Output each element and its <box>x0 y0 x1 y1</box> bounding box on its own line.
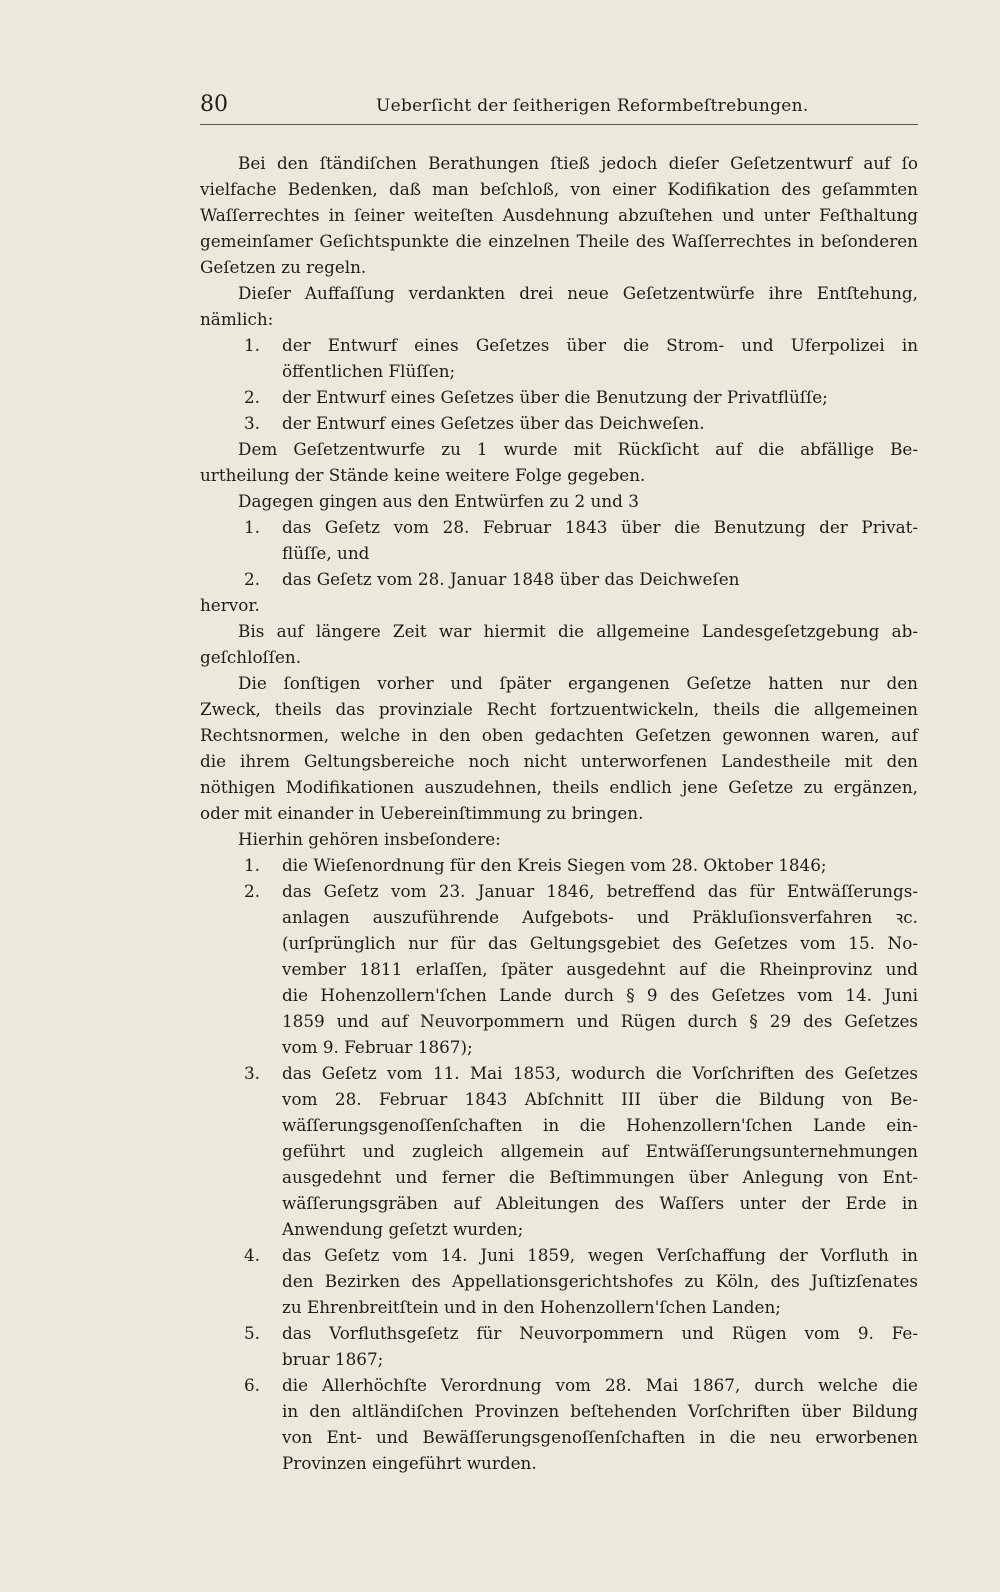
list-item-text: die Hohenzollern'ſchen Lande durch § 9 des Geſetzes vom 14. Juni <box>282 985 918 1005</box>
paragraph-line: oder mit einander in Uebereinſtimmung zu bringen. <box>200 803 644 823</box>
list-item-text: das Geſetz vom 28. Januar 1848 über das Deichweſen <box>282 569 740 589</box>
list-item-text: vember 1811 erlaſſen, ſpäter ausgedehnt auf die Rheinprovinz und <box>282 959 918 979</box>
list-item-text: das Geſetz vom 14. Juni 1859, wegen Verſchaffung der Vorfluth in <box>282 1245 918 1265</box>
list-item-number: 2. <box>244 881 261 901</box>
list-item-line <box>200 956 918 982</box>
paragraph-line: Dem Geſetzentwurfe zu 1 wurde mit Rückſicht auf die abfällige Be- <box>238 439 918 459</box>
list-item-line <box>200 1138 918 1164</box>
list-item-number: 2. <box>244 569 261 589</box>
list-item-line <box>200 332 918 358</box>
list-item-line <box>200 384 918 410</box>
list-item-text: anlagen auszuführende Aufgebots- und Präkluſionsverfahren ꝛc. <box>282 907 918 927</box>
list-item-text: in den altländiſchen Provinzen beſtehenden Vorſchriften über Bildung <box>282 1401 918 1421</box>
paragraph-line: nämlich: <box>200 309 274 329</box>
list-item-text: Provinzen eingeführt wurden. <box>282 1453 537 1473</box>
paragraph-line: Waſſerrechtes in ſeiner weiteſten Ausdehnung abzuſtehen und unter Feſthaltung <box>200 205 918 225</box>
list-item-text: Anwendung geſetzt wurden; <box>282 1219 524 1239</box>
header-rule <box>200 124 918 125</box>
paragraph-line: Bis auf längere Zeit war hiermit die allgemeine Landesgeſetzgebung ab- <box>238 621 918 641</box>
list-item-line <box>200 1216 918 1242</box>
list-item-text: geführt und zugleich allgemein auf Entwäſſerungsunternehmungen <box>282 1141 918 1161</box>
list-item-text: die Allerhöchſte Verordnung vom 28. Mai 1867, durch welche die <box>282 1375 918 1395</box>
list-item-number: 1. <box>244 335 261 355</box>
paragraph-line: Geſetzen zu regeln. <box>200 257 367 277</box>
running-head: Ueberſicht der ſeitherigen Reformbeſtrebungen. <box>376 96 809 116</box>
list-item-line <box>200 1086 918 1112</box>
list-item-number: 1. <box>244 855 261 875</box>
list-item-text: die Wieſenordnung für den Kreis Siegen vom 28. Oktober 1846; <box>282 855 827 875</box>
list-item-line <box>200 1268 918 1294</box>
list-item-line <box>200 852 918 878</box>
list-item-text: bruar 1867; <box>282 1349 384 1369</box>
list-item-line <box>200 878 918 904</box>
paragraph-line: Rechtsnormen, welche in den oben gedachten Geſetzen gewonnen waren, auf <box>200 725 918 745</box>
paragraph-line: Die ſonſtigen vorher und ſpäter ergangenen Geſetze hatten nur den <box>238 673 918 693</box>
paragraph-line: vielfache Bedenken, daß man beſchloß, von einer Kodifikation des geſammten <box>200 179 918 199</box>
list-item-number: 4. <box>244 1245 261 1265</box>
list-item-text: der Entwurf eines Geſetzes über die Benutzung der Privatflüſſe; <box>282 387 828 407</box>
list-item-line <box>200 358 918 384</box>
paragraph-line: Zweck, theils das provinziale Recht fortzuentwickeln, theils die allgemeinen <box>200 699 918 719</box>
list-item-number: 1. <box>244 517 261 537</box>
paragraph-line: nöthigen Modifikationen auszudehnen, theils endlich jene Geſetze zu ergänzen, <box>200 777 918 797</box>
list-item-text: das Geſetz vom 28. Februar 1843 über die Benutzung der Privat- <box>282 517 918 537</box>
list-item-line <box>200 410 918 436</box>
list-item-text: flüſſe, und <box>282 543 370 563</box>
paragraph-line: Dieſer Auffaſſung verdankten drei neue Geſetzentwürfe ihre Entſtehung, <box>238 283 918 303</box>
list-item-text: das Geſetz vom 23. Januar 1846, betreffend das für Entwäſſerungs- <box>282 881 918 901</box>
list-item-number: 3. <box>244 413 261 433</box>
list-item-line <box>200 1398 918 1424</box>
page-header <box>200 92 918 124</box>
list-item-number: 2. <box>244 387 261 407</box>
list-item-text: vom 9. Februar 1867); <box>282 1037 473 1057</box>
list-item-line <box>200 514 918 540</box>
list-item-line <box>200 1060 918 1086</box>
body-text <box>200 150 918 1476</box>
list-item-line <box>200 1294 918 1320</box>
list-item-text: von Ent- und Bewäſſerungsgenoſſenſchaften in die neu erworbenen <box>282 1427 918 1447</box>
list-item-text: das Vorfluthsgeſetz für Neuvorpommern und Rügen vom 9. Fe- <box>282 1323 918 1343</box>
list-item-line <box>200 1034 918 1060</box>
paragraph-line: die ihrem Geltungsbereiche noch nicht unterworfenen Landestheile mit den <box>200 751 918 771</box>
list-item-line <box>200 982 918 1008</box>
list-item-text: 1859 und auf Neuvorpommern und Rügen durch § 29 des Geſetzes <box>282 1011 918 1031</box>
paragraph-line: Bei den ſtändiſchen Berathungen ſtieß jedoch dieſer Geſetzentwurf auf ſo <box>238 153 918 173</box>
list-item-number: 3. <box>244 1063 261 1083</box>
list-item-line <box>200 566 918 592</box>
list-item-text: (urſprünglich nur für das Geltungsgebiet des Geſetzes vom 15. No- <box>282 933 918 953</box>
list-item-line <box>200 1424 918 1450</box>
list-item-text: wäſſerungsgräben auf Ableitungen des Waſſers unter der Erde in <box>282 1193 918 1213</box>
list-item-line <box>200 1320 918 1346</box>
list-item-text: der Entwurf eines Geſetzes über die Strom- und Uferpolizei in <box>282 335 918 355</box>
paragraph-line: Hierhin gehören insbeſondere: <box>238 829 501 849</box>
paragraph-line: geſchloſſen. <box>200 647 302 667</box>
list-item-line <box>200 1372 918 1398</box>
list-item-line <box>200 1242 918 1268</box>
list-item-text: öffentlichen Flüſſen; <box>282 361 456 381</box>
paragraph-line: urtheilung der Stände keine weitere Folge gegeben. <box>200 465 646 485</box>
paragraph-line: Dagegen gingen aus den Entwürfen zu 2 und 3 <box>238 491 639 511</box>
list-item-number: 6. <box>244 1375 261 1395</box>
page-number: 80 <box>200 92 228 117</box>
list-item-text: ausgedehnt und ferner die Beſtimmungen über Anlegung von Ent- <box>282 1167 918 1187</box>
list-item-line <box>200 1008 918 1034</box>
list-item-text: der Entwurf eines Geſetzes über das Deichweſen. <box>282 413 705 433</box>
list-item-line <box>200 930 918 956</box>
list-item-text: vom 28. Februar 1843 Abſchnitt III über die Bildung von Be- <box>282 1089 918 1109</box>
list-item-line <box>200 1346 918 1372</box>
list-item-text: das Geſetz vom 11. Mai 1853, wodurch die Vorſchriften des Geſetzes <box>282 1063 918 1083</box>
list-item-line <box>200 1164 918 1190</box>
paragraph-line: hervor. <box>200 595 260 615</box>
list-item-line <box>200 540 918 566</box>
list-item-number: 5. <box>244 1323 261 1343</box>
list-item-text: zu Ehrenbreitſtein und in den Hohenzollern'ſchen Landen; <box>282 1297 781 1317</box>
list-item-line <box>200 1112 918 1138</box>
list-item-line <box>200 904 918 930</box>
list-item-line <box>200 1190 918 1216</box>
list-item-text: den Bezirken des Appellationsgerichtshofes zu Köln, des Juſtizſenates <box>282 1271 918 1291</box>
list-item-line <box>200 1450 918 1476</box>
paragraph-line: gemeinſamer Geſichtspunkte die einzelnen Theile des Waſſerrechtes in beſonderen <box>200 231 918 251</box>
list-item-text: wäſſerungsgenoſſenſchaften in die Hohenzollern'ſchen Lande ein- <box>282 1115 918 1135</box>
